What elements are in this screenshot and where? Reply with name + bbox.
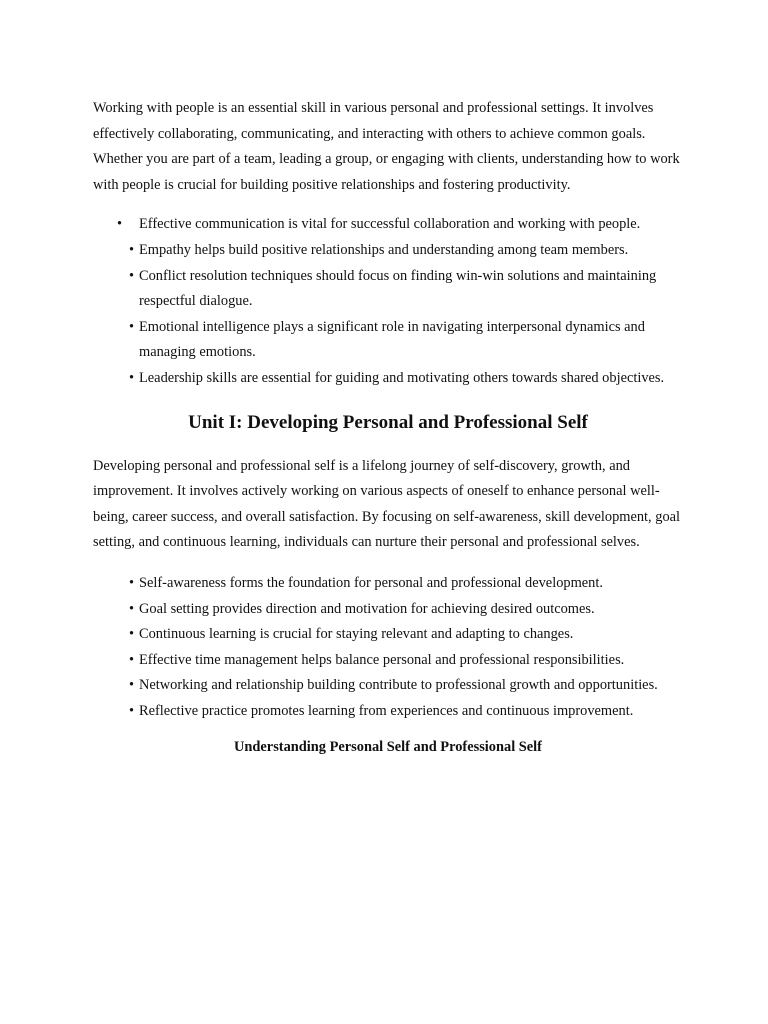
bullet-icon: • bbox=[117, 216, 123, 233]
bullet-icon: • bbox=[129, 369, 135, 386]
bullet-icon: • bbox=[129, 677, 135, 694]
bullet-icon: • bbox=[129, 600, 135, 617]
bullet-icon: • bbox=[129, 241, 135, 258]
list-item: • Emotional intelligence plays a significant role in navigating interpersonal dynamics and managing emotions. bbox=[93, 315, 683, 366]
list-item: • Conflict resolution techniques should focus on finding win-win solutions and maintaining respectful dialogue. bbox=[93, 264, 683, 315]
bullet-icon: • bbox=[129, 626, 135, 643]
list-item: • Leadership skills are essential for guiding and motivating others towards shared objectives. bbox=[93, 366, 683, 392]
section-subheading: Understanding Personal Self and Professional Self bbox=[234, 739, 542, 756]
bullet-icon: • bbox=[129, 574, 135, 591]
list-item: • Effective communication is vital for successful collaboration and working with people. bbox=[93, 212, 683, 238]
list-item: • Goal setting provides direction and motivation for achieving desired outcomes. bbox=[93, 597, 683, 623]
bullet-icon: • bbox=[129, 651, 135, 668]
list-item: • Empathy helps build positive relationships and understanding among team members. bbox=[93, 238, 683, 264]
unit-heading: Unit I: Developing Personal and Professional Self bbox=[188, 411, 588, 433]
document-page bbox=[93, 96, 683, 758]
intro-paragraph: Working with people is an essential skill in various personal and professional settings. It involves effectively collaborating, communicating, and interacting with others to achieve common goals. Whether you are part of a team, leading a group, or engaging with clients, understanding how to work with people is crucial for building positive relationships and fostering productivity. bbox=[93, 100, 680, 193]
list-item: • Continuous learning is crucial for staying relevant and adapting to changes. bbox=[93, 622, 683, 648]
bullet-icon: • bbox=[129, 267, 135, 284]
list-item: • Self-awareness forms the foundation for personal and professional development. bbox=[93, 571, 683, 597]
unit-bullet-list bbox=[93, 571, 683, 725]
bullet-icon: • bbox=[129, 318, 135, 335]
bullet-icon: • bbox=[129, 702, 135, 719]
list-item: • Networking and relationship building contribute to professional growth and opportunities. bbox=[93, 673, 683, 699]
intro-bullet-list bbox=[93, 212, 683, 391]
list-item: • Reflective practice promotes learning from experiences and continuous improvement. bbox=[93, 699, 683, 725]
list-item: • Effective time management helps balance personal and professional responsibilities. bbox=[93, 648, 683, 674]
unit-paragraph: Developing personal and professional self is a lifelong journey of self-discovery, growth, and improvement. It involves actively working on various aspects of oneself to enhance personal well-being, career success, and overall satisfaction. By focusing on self-awareness, skill development, goal setting, and continuous learning, individuals can nurture their personal and professional selves. bbox=[93, 457, 681, 551]
